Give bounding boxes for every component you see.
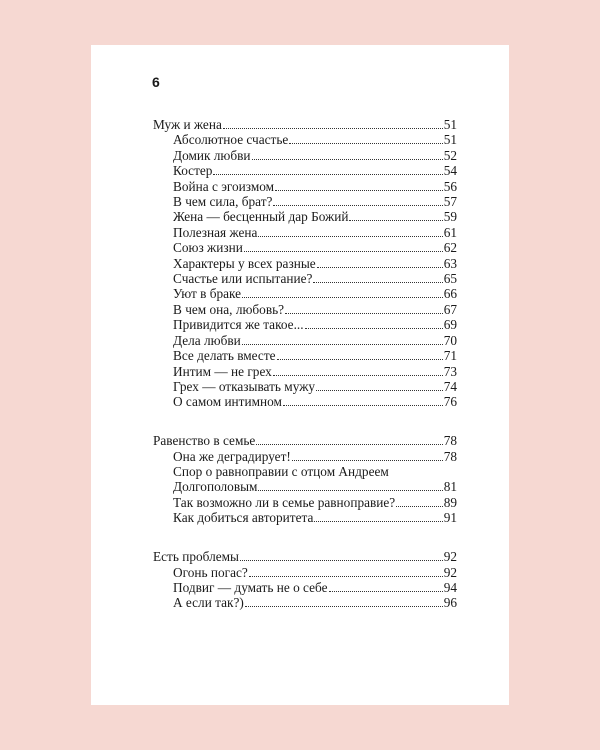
toc-entry bbox=[153, 179, 457, 194]
dot-leader bbox=[245, 605, 443, 607]
toc-entry-page: 54 bbox=[443, 163, 457, 179]
book-page bbox=[91, 45, 509, 705]
toc-section bbox=[153, 433, 457, 525]
dot-leader bbox=[314, 520, 442, 522]
dot-leader bbox=[256, 443, 442, 445]
toc-entry bbox=[153, 194, 457, 209]
toc-entry-page: 62 bbox=[443, 240, 457, 256]
toc-entry bbox=[153, 580, 457, 595]
toc-entry-title: В чем она, любовь? bbox=[173, 301, 285, 317]
toc-entry-page: 66 bbox=[443, 286, 457, 302]
toc-entry-page: 92 bbox=[443, 564, 457, 580]
toc-entry-title: Союз жизни bbox=[173, 240, 243, 256]
dot-leader bbox=[242, 343, 443, 345]
toc-entry bbox=[153, 163, 457, 178]
toc-entry bbox=[153, 271, 457, 286]
toc-entry bbox=[153, 495, 457, 510]
toc-entry-title: Равенство в семье bbox=[153, 433, 256, 449]
dot-leader bbox=[240, 559, 443, 561]
toc-entry-page: 70 bbox=[443, 332, 457, 348]
toc-entry-title: Подвиг — думать не о себе bbox=[173, 579, 328, 595]
toc-entry bbox=[153, 256, 457, 271]
toc-entry-page: 91 bbox=[443, 510, 457, 526]
dot-leader bbox=[283, 404, 443, 406]
toc-entry-page: 74 bbox=[443, 378, 457, 394]
toc-entry-title-line: Спор о равноправии с отцом Андреем bbox=[173, 464, 389, 480]
toc-entry-title: Счастье или испытание? bbox=[173, 271, 313, 287]
toc-entry-page: 94 bbox=[443, 579, 457, 595]
dot-leader bbox=[329, 590, 443, 592]
toc-entry-page: 56 bbox=[443, 178, 457, 194]
toc-entry-page: 69 bbox=[443, 317, 457, 333]
toc-entry bbox=[153, 148, 457, 163]
dot-leader bbox=[273, 204, 442, 206]
toc-entry-page: 63 bbox=[443, 255, 457, 271]
toc-entry bbox=[153, 595, 457, 610]
toc-entry bbox=[153, 333, 457, 348]
toc-entry-page: 52 bbox=[443, 147, 457, 163]
dot-leader bbox=[317, 266, 443, 268]
toc-entry bbox=[153, 379, 457, 394]
toc-entry bbox=[153, 348, 457, 363]
dot-leader bbox=[258, 235, 442, 237]
toc-entry bbox=[153, 364, 457, 379]
toc-entry bbox=[153, 449, 457, 464]
toc-entry-title: Так возможно ли в семье равноправие? bbox=[173, 494, 396, 510]
toc-entry-title: Привидится же такое... bbox=[173, 317, 304, 333]
toc-entry-title: Дела любви bbox=[173, 332, 241, 348]
dot-leader bbox=[277, 358, 443, 360]
toc-section-heading bbox=[153, 549, 457, 564]
toc-entry bbox=[153, 479, 457, 494]
toc-entry-page: 92 bbox=[443, 549, 457, 565]
dot-leader bbox=[292, 459, 443, 461]
toc-entry-title: Все делать вместе bbox=[173, 348, 276, 364]
toc-entry bbox=[153, 240, 457, 255]
toc-entry bbox=[153, 225, 457, 240]
dot-leader bbox=[289, 142, 442, 144]
dot-leader bbox=[223, 127, 443, 129]
toc-section bbox=[153, 549, 457, 611]
toc-entry-title: Домик любви bbox=[173, 147, 251, 163]
toc-entry bbox=[153, 510, 457, 525]
toc-entry-title: А если так?) bbox=[173, 595, 244, 611]
toc-entry-title: Костер bbox=[173, 163, 213, 179]
toc-entry bbox=[153, 132, 457, 147]
toc-entry-title: Интим — не грех bbox=[173, 363, 272, 379]
toc-entry bbox=[153, 317, 457, 332]
toc-entry-title: Уют в браке bbox=[173, 286, 242, 302]
toc-entry bbox=[153, 565, 457, 580]
toc-entry-page: 51 bbox=[443, 117, 457, 132]
page-number: 6 bbox=[152, 74, 160, 90]
toc-entry-page: 61 bbox=[443, 224, 457, 240]
dot-leader bbox=[349, 219, 442, 221]
toc-entry-title: Огонь погас? bbox=[173, 564, 248, 580]
dot-leader bbox=[285, 312, 443, 314]
toc-entry bbox=[153, 209, 457, 224]
toc-entry-title: Как добиться авторитета bbox=[173, 510, 314, 526]
toc-entry-page: 67 bbox=[443, 301, 457, 317]
toc-entry-page: 81 bbox=[443, 479, 457, 495]
toc-entry-title: Долгополовым bbox=[173, 479, 258, 495]
table-of-contents bbox=[153, 117, 457, 634]
dot-leader bbox=[252, 158, 443, 160]
toc-entry-page: 89 bbox=[443, 494, 457, 510]
toc-entry-page: 59 bbox=[443, 209, 457, 225]
toc-entry bbox=[153, 394, 457, 409]
toc-section-heading bbox=[153, 117, 457, 132]
dot-leader bbox=[313, 281, 442, 283]
toc-entry-title: Война с эгоизмом bbox=[173, 178, 275, 194]
toc-section-heading bbox=[153, 433, 457, 448]
dot-leader bbox=[275, 189, 443, 191]
toc-entry-title: Абсолютное счастье bbox=[173, 132, 289, 148]
toc-entry-page: 71 bbox=[443, 348, 457, 364]
toc-entry-title: Характеры у всех разные bbox=[173, 255, 316, 271]
dot-leader bbox=[244, 250, 443, 252]
toc-entry-title: Грех — отказывать мужу bbox=[173, 378, 316, 394]
dot-leader bbox=[249, 575, 443, 577]
toc-entry-title: Полезная жена bbox=[173, 224, 258, 240]
toc-entry-page: 96 bbox=[443, 595, 457, 611]
toc-entry-title: Она же деградирует! bbox=[173, 448, 291, 464]
dot-leader bbox=[305, 327, 443, 329]
toc-entry-title: Есть проблемы bbox=[153, 549, 239, 565]
toc-entry-title: Муж и жена bbox=[153, 117, 222, 132]
dot-leader bbox=[316, 389, 443, 391]
toc-entry-page: 73 bbox=[443, 363, 457, 379]
dot-leader bbox=[258, 489, 442, 491]
dot-leader bbox=[242, 296, 443, 298]
toc-entry-title: В чем сила, брат? bbox=[173, 194, 273, 210]
toc-entry-title: О самом интимном bbox=[173, 394, 282, 410]
toc-entry-page: 51 bbox=[443, 132, 457, 148]
dot-leader bbox=[273, 374, 443, 376]
toc-entry-page: 76 bbox=[443, 394, 457, 410]
toc-entry-page: 78 bbox=[443, 448, 457, 464]
toc-entry-title: Жена — бесценный дар Божий bbox=[173, 209, 349, 225]
toc-entry-page: 57 bbox=[443, 194, 457, 210]
toc-entry-page: 78 bbox=[443, 433, 457, 449]
toc-entry bbox=[153, 302, 457, 317]
toc-entry-page: 65 bbox=[443, 271, 457, 287]
dot-leader bbox=[396, 505, 443, 507]
toc-entry bbox=[153, 286, 457, 301]
toc-section bbox=[153, 117, 457, 410]
dot-leader bbox=[213, 173, 442, 175]
